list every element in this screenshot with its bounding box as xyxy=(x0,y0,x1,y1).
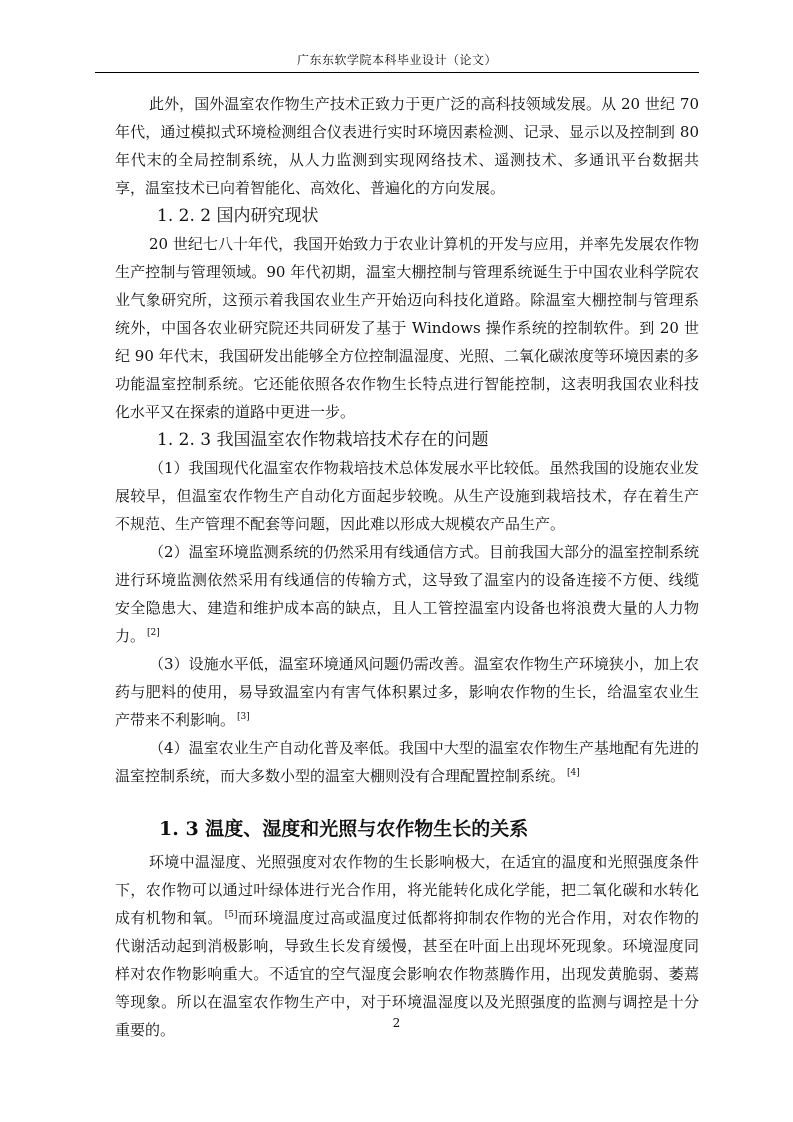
problem-item-1-text: （1）我国现代化温室农作物栽培技术总体发展水平比较低。虽然我国的设施农业发展较早，但温室农作物生产自动化方面起步较晚。从生产设施到栽培技术，存在着生产不规范、生产管理不配套等问题，因此难以形成大规模农产品生产。 xyxy=(115,459,699,533)
section-heading-1-2-3: 1. 2. 3 我国温室农作物栽培技术存在的问题 xyxy=(157,430,489,450)
citation-ref: [3] xyxy=(237,712,250,722)
problem-item-3 xyxy=(115,650,699,734)
problem-item-4 xyxy=(115,734,699,790)
citation-ref: [2] xyxy=(147,628,160,638)
problem-item-1 xyxy=(115,454,699,538)
problem-item-2 xyxy=(115,538,699,650)
intro-paragraph: 此外，国外温室农作物生产技术正致力于更广泛的高科技领域发展。从 20 世纪 70 年代，通过模拟式环境检测组合仪表进行实时环境因素检测、记录、显示以及控制到 80 年代末的全局控制系统，从人力监测到实现网络技术、遥测技术、多通讯平台数据共享，温室技术已向着智能化、高效化、普遍化的方向发展。 xyxy=(115,95,699,197)
citation-ref: [4] xyxy=(567,768,580,778)
section-spacer xyxy=(115,790,699,804)
page-header: 广东东软学院本科毕业设计（论文） xyxy=(296,53,497,67)
section-heading-1-2-2: 1. 2. 2 国内研究现状 xyxy=(157,206,319,226)
growth-relation-text-a: 环境中温湿度、光照强度对农作物的生长影响极大，在适宜的温度和光照强度条件下，农作物可以通过叶绿体进行光合作用，将光能转化成化学能，把二氧化碳和水转化成有机物和氧。 xyxy=(115,853,699,927)
problem-item-2-text: （2）温室环境监测系统的仍然采用有线通信方式。目前我国大部分的温室控制系统进行环境监测依然采用有线通信的传输方式，这导致了温室内的设备连接不方便、线缆安全隐患大、建造和维护成本高的缺点，且人工管控温室内设备也将浪费大量的人力物力。 xyxy=(115,543,699,645)
problem-item-4-text: （4）温室农业生产自动化普及率低。我国中大型的温室农作物生产基地配有先进的温室控制系统，而大多数小型的温室大棚则没有合理配置控制系统。 xyxy=(115,739,699,785)
problem-item-3-text: （3）设施水平低，温室环境通风问题仍需改善。温室农作物生产环境狭小，加上农药与肥料的使用，易导致温室内有害气体积累过多，影响农作物的生长，给温室农业生产带来不利影响。 xyxy=(115,655,699,729)
growth-relation-text-b: 而环境温度过高或温度过低都将抑制农作物的光合作用，对农作物的代谢活动起到消极影响，导致生长发育缓慢，甚至在叶面上出现坏死现象。环境湿度同样对农作物影响重大。不适宜的空气湿度会影响农作物蒸腾作用，出现发黄脆弱、萎蔫等现象。所以在温室农作物生产中，对于环境温湿度以及光照强度的监测与调控是十分重要的。 xyxy=(115,909,699,1039)
document-body xyxy=(115,90,699,1044)
citation-ref: [5] xyxy=(224,910,238,920)
growth-relation-paragraph xyxy=(115,848,699,1044)
page-number: 2 xyxy=(392,1016,401,1030)
domestic-research-paragraph: 20 世纪七八十年代，我国开始致力于农业计算机的开发与应用，并率先发展农作物生产控制与管理领域。90 年代初期，温室大棚控制与管理系统诞生于中国农业科学院农业气象研究所，这预示着我国农业生产开始迈向科技化道路。除温室大棚控制与管理系统外，中国各农业研究院还共同研发了基于 Windows 操作系统的控制软件。到 20 世纪 90 年代末，我国研发出能够全方位控制温湿度、光照、二氧化碳浓度等环境因素的多功能温室控制系统。它还能依照各农作物生长特点进行智能控制，这表明我国农业科技化水平又在探索的道路中更进一步。 xyxy=(115,235,699,421)
section-heading-1-3: 1. 3 温度、湿度和光照与农作物生长的关系 xyxy=(159,818,529,840)
header-rule xyxy=(95,72,699,73)
